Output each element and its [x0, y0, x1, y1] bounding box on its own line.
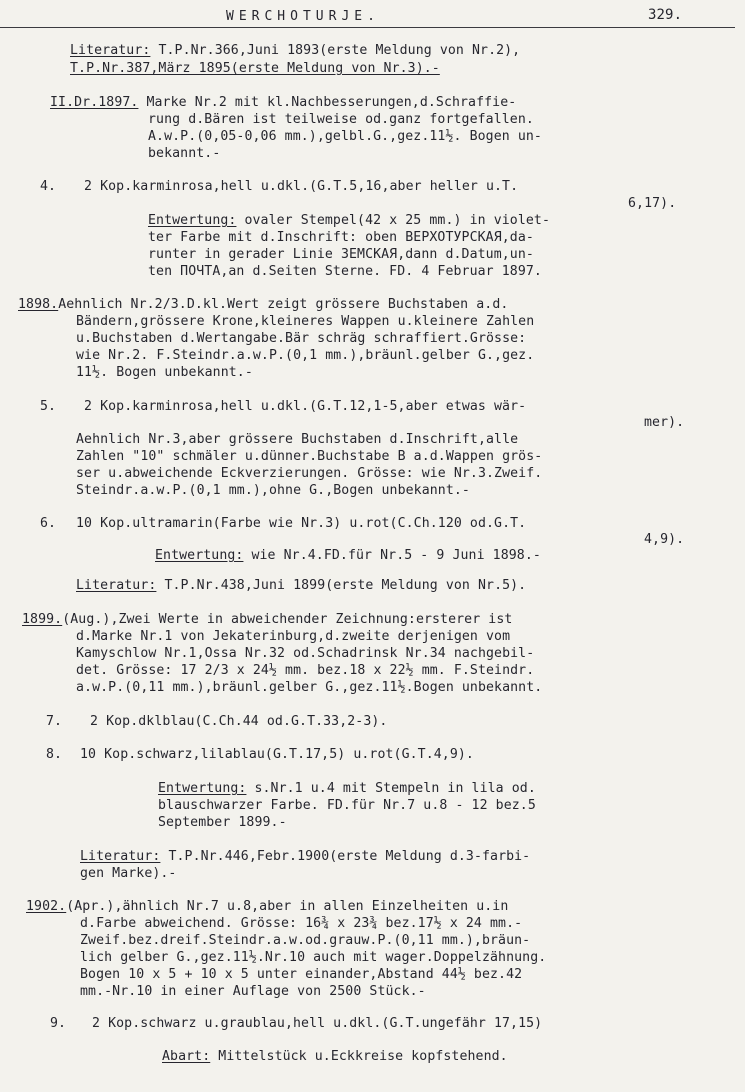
item-8-cancellation: Entwertung: s.Nr.1 u.4 mit Stempeln in lila od. [158, 781, 536, 796]
item-9-line1: 2 Kop.schwarz u.graublau,hell u.dkl.(G.T.ungefähr 17,15) [92, 1016, 543, 1031]
edition-1898: 1898.Aehnlich Nr.2/3.D.kl.Wert zeigt grössere Buchstaben a.d. [18, 297, 509, 312]
edition-1899-line4: det. Grösse: 17 2/3 x 24½ mm. bez.18 x 22½ mm. F.Steindr. [76, 663, 535, 678]
literature-label: Literatur: [80, 849, 161, 864]
cancellation-label: Entwertung: [158, 781, 247, 796]
edition-1897-line2: rung d.Bären ist teilweise od.ganz fortgefallen. [148, 112, 534, 127]
edition-year: II.Dr.1897. [50, 95, 139, 110]
edition-1902: 1902.(Apr.),ähnlich Nr.7 u.8,aber in allen Einzelheiten u.in [26, 899, 509, 914]
edition-1899: 1899.(Aug.),Zwei Werte in abweichender Zeichnung:ersterer ist [22, 612, 513, 627]
item-4-line2: 6,17). [628, 196, 677, 211]
edition-1897: II.Dr.1897. Marke Nr.2 mit kl.Nachbesserungen,d.Schraffie- [50, 95, 517, 110]
page-number: 329. [648, 7, 683, 23]
item-number-7: 7. [46, 714, 63, 729]
edition-1897-line3: A.w.P.(0,05-0,06 mm.),gelbl.G.,gez.11½. Bogen un- [148, 129, 542, 144]
item-5-line4: Zahlen "10" schmäler u.dünner.Buchstabe B a.d.Wappen grös- [76, 449, 543, 464]
edition-1899-line5: a.w.P.(0,11 mm.),bräunl.gelber G.,gez.11½.Bogen unbekannt. [76, 680, 543, 695]
variety-label: Abart: [162, 1049, 211, 1064]
literature-entry-1: Literatur: T.P.Nr.366,Juni 1893(erste Meldung von Nr.2), [70, 43, 521, 58]
item-8-cancellation-line2: blauschwarzer Farbe. FD.für Nr.7 u.8 - 12 bez.5 [158, 798, 536, 813]
item-5-line1: 2 Kop.karminrosa,hell u.dkl.(G.T.12,1-5,aber etwas wär- [84, 399, 527, 414]
page-header-title: WERCHOTURJE. [226, 9, 380, 24]
item-5-line2: mer). [644, 415, 685, 430]
item-7-line1: 2 Kop.dklblau(C.Ch.44 od.G.T.33,2-3). [90, 714, 388, 729]
item-4-cancellation-line2: ter Farbe mit d.Inschrift: oben ВЕРХОТУРСКАЯ,da- [148, 230, 534, 245]
edition-1902-line6: mm.-Nr.10 in einer Auflage von 2500 Stück.- [80, 984, 426, 999]
edition-1902-line2: d.Farbe abweichend. Grösse: 16¾ x 23¾ bez.17½ x 24 mm.- [80, 916, 523, 931]
edition-1898-line3: u.Buchstaben d.Wertangabe.Bär schräg schraffiert.Grösse: [76, 331, 527, 346]
item-5-line6: Steindr.a.w.P.(0,1 mm.),ohne G.,Bogen unbekannt.- [76, 483, 470, 498]
edition-year: 1898. [18, 297, 59, 312]
cancellation-label: Entwertung: [148, 213, 237, 228]
item-4-cancellation: Entwertung: ovaler Stempel(42 x 25 mm.) in violet- [148, 213, 550, 228]
edition-year: 1902. [26, 899, 67, 914]
item-5-line5: ser u.abweichende Eckverzierungen. Grösse: wie Nr.3.Zweif. [76, 466, 543, 481]
literature-entry-1-line2: T.P.Nr.387,März 1895(erste Meldung von Nr.3).- [70, 61, 440, 76]
item-6-cancellation: Entwertung: wie Nr.4.FD.für Nr.5 - 9 Juni 1898.- [155, 548, 541, 563]
header-rule [0, 27, 735, 28]
item-number-9: 9. [50, 1016, 67, 1031]
edition-1899-line3: Kamyschlow Nr.1,Ossa Nr.32 od.Schadrinsk Nr.34 nachgebil- [76, 646, 535, 661]
item-number-5: 5. [40, 399, 57, 414]
item-4-cancellation-line3: runter in gerader Linie ЗЕМСКАЯ,dann d.Datum,un- [148, 247, 534, 262]
literature-entry-3-line2: gen Marke).- [80, 866, 177, 881]
item-number-6: 6. [40, 516, 57, 531]
edition-1902-line3: Zweif.bez.dreif.Steindr.a.w.od.grauw.P.(0,11 mm.),bräun- [80, 933, 531, 948]
item-8-line1: 10 Kop.schwarz,lilablau(G.T.17,5) u.rot(G.T.4,9). [80, 747, 474, 762]
literature-entry-2: Literatur: T.P.Nr.438,Juni 1899(erste Meldung von Nr.5). [76, 578, 527, 593]
cancellation-label: Entwertung: [155, 548, 244, 563]
item-6-line1: 10 Kop.ultramarin(Farbe wie Nr.3) u.rot(C.Ch.120 od.G.T. [76, 516, 527, 531]
item-number-8: 8. [46, 747, 63, 762]
literature-label: Literatur: [70, 43, 151, 58]
item-4-line1: 2 Kop.karminrosa,hell u.dkl.(G.T.5,16,aber heller u.T. [84, 179, 519, 194]
edition-year: 1899. [22, 612, 63, 627]
edition-1898-line5: 11½. Bogen unbekannt.- [76, 365, 253, 380]
edition-1902-line5: Bogen 10 x 5 + 10 x 5 unter einander,Abstand 44½ bez.42 [80, 967, 523, 982]
item-5-line3: Aehnlich Nr.3,aber grössere Buchstaben d.Inschrift,alle [76, 432, 519, 447]
item-9-variety: Abart: Mittelstück u.Eckkreise kopfstehend. [162, 1049, 508, 1064]
edition-1899-line2: d.Marke Nr.1 von Jekaterinburg,d.zweite derjenigen vom [76, 629, 511, 644]
edition-1898-line4: wie Nr.2. F.Steindr.a.w.P.(0,1 mm.),bräunl.gelber G.,gez. [76, 348, 535, 363]
edition-1898-line2: Bändern,grössere Krone,kleineres Wappen u.kleinere Zahlen [76, 314, 535, 329]
item-6-line2: 4,9). [644, 532, 685, 547]
edition-1902-line4: lich gelber G.,gez.11½.Nr.10 auch mit wager.Doppelzähnung. [80, 950, 547, 965]
item-4-cancellation-line4: ten ПОЧТА,an d.Seiten Sterne. FD. 4 Februar 1897. [148, 264, 542, 279]
literature-entry-3: Literatur: T.P.Nr.446,Febr.1900(erste Meldung d.3-farbi- [80, 849, 531, 864]
item-8-cancellation-line3: September 1899.- [158, 815, 287, 830]
literature-label: Literatur: [76, 578, 157, 593]
edition-1897-line4: bekannt.- [148, 146, 221, 161]
item-number-4: 4. [40, 179, 57, 194]
